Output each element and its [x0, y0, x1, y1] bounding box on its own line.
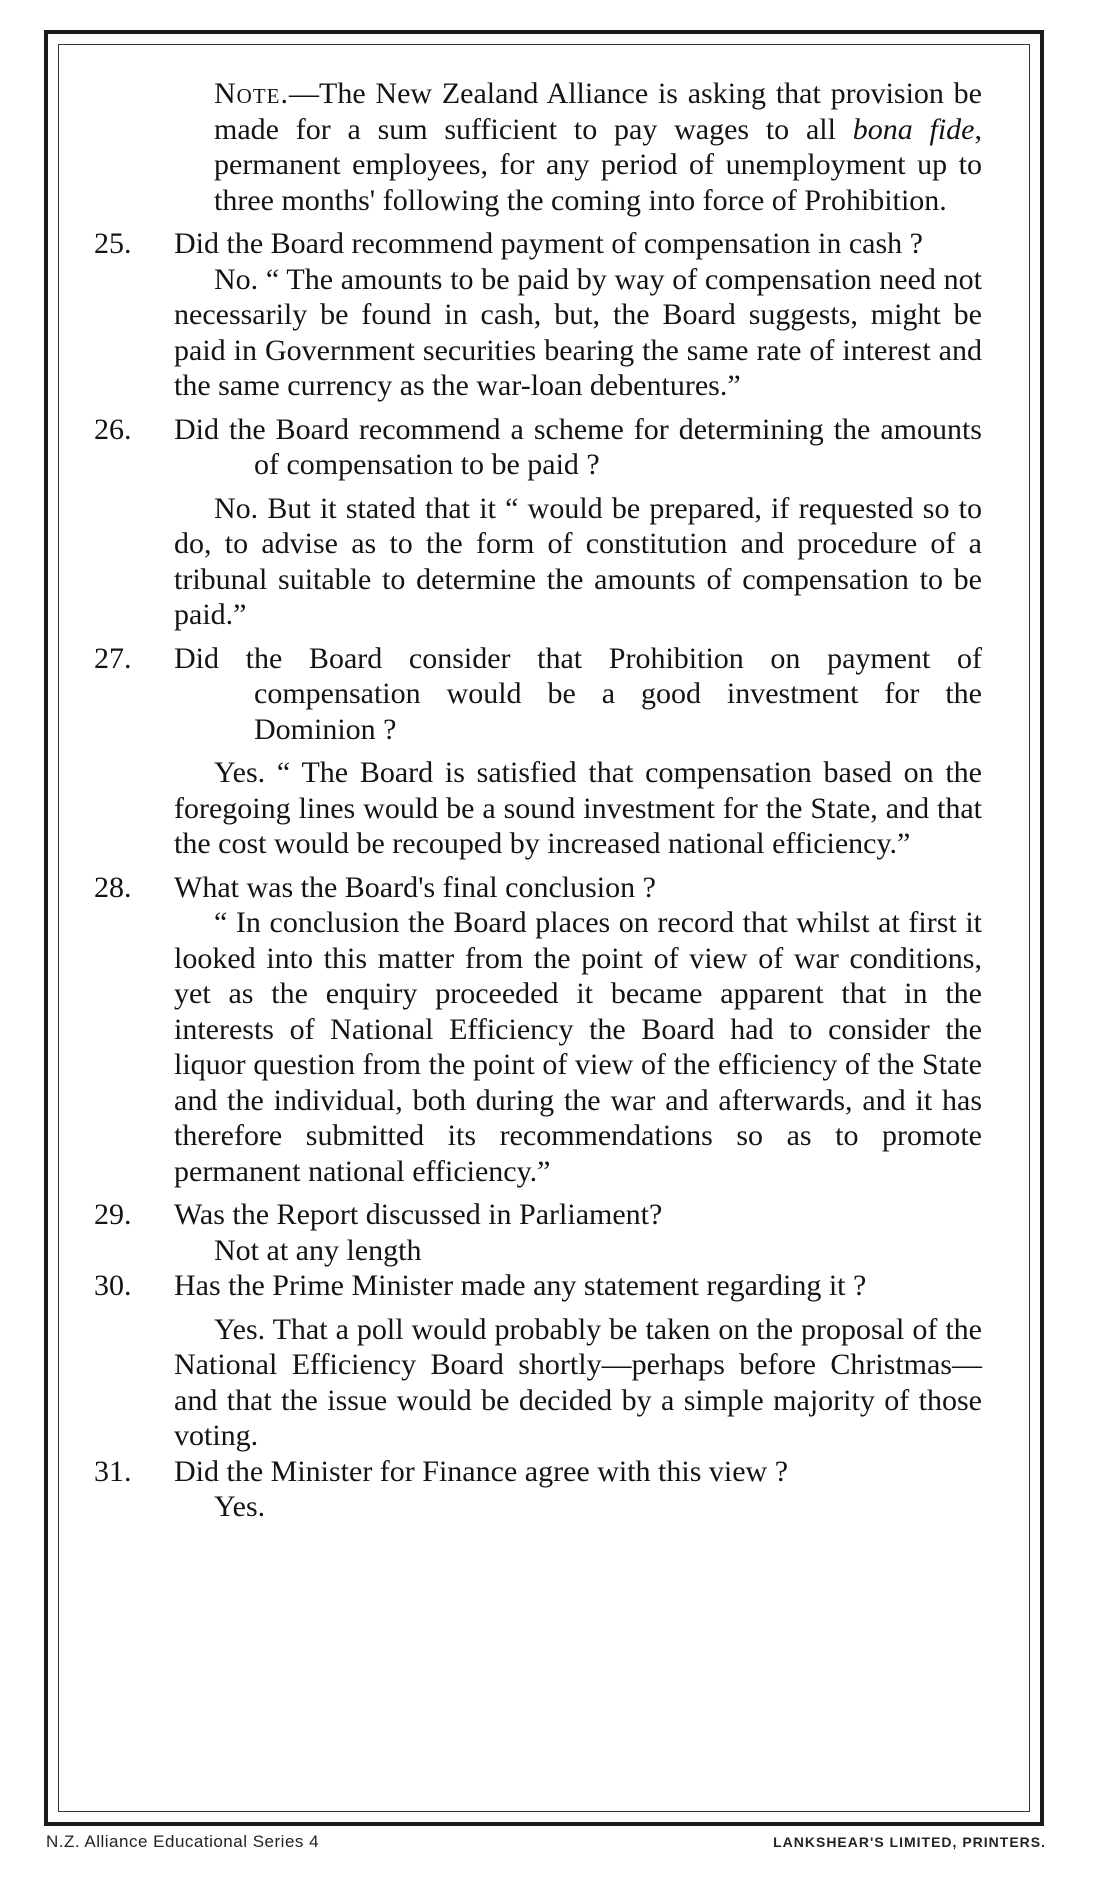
question-28: [70, 870, 982, 906]
answer-28: “ In conclusion the Board places on record that whilst at first it looked into this matter from the point of view of war conditions, yet as the enquiry proceeded it became apparent that in the interests of National Efficiency the Board had to consider the liquor question from the point of view of the efficiency of the State and the individual, both during the war and afterwards, and it has therefore submitted its recommendations so as to promote permanent national efficiency.”: [174, 906, 982, 1188]
question-number: 29.: [94, 1198, 132, 1231]
note-label: Note.: [214, 77, 289, 110]
document-body: [70, 76, 1020, 1796]
answer-30: Yes. That a poll would probably be taken on the proposal of the National Efficiency Board shortly—perhaps before Christmas—and that the issue would be decided by a simple majority of those voting.: [174, 1312, 982, 1452]
question-text: Was the Report discussed in Parliament?: [174, 1198, 663, 1231]
question-29: [70, 1197, 982, 1233]
answer-26: No. But it stated that it “ would be prepared, if requested so to do, to advise as to the form of constitution and procedure of a tribunal suitable to determine the amounts of compensation to be paid.”: [174, 491, 982, 631]
question-number: 27.: [94, 641, 132, 675]
answer-29: Not at any length: [214, 1233, 422, 1267]
question-number: 25.: [94, 227, 132, 260]
question-text: Did the Board recommend a scheme for determining the amounts of compensation to be paid ?: [174, 412, 982, 481]
note-italic-term: bona fide: [852, 112, 975, 146]
question-number: 30.: [94, 1269, 132, 1302]
question-text: What was the Board's final conclusion ?: [174, 870, 656, 904]
question-27: [70, 641, 982, 748]
question-25: [70, 226, 982, 262]
note-text-before: —The New Zealand Alliance is asking that provision be made for a sum sufficient to pay wages to all: [214, 77, 982, 146]
page-footer: [46, 1832, 1046, 1862]
printer-label: LANKSHEAR'S LIMITED, PRINTERS.: [773, 1834, 1046, 1850]
note-text-after: , permanent employees, for any period of unemployment up to three months' following the coming into force of Prohibition.: [214, 112, 982, 217]
answer-25: No. “ The amounts to be paid by way of compensation need not necessarily be found in cash, but, the Board suggests, might be paid in Government securities bearing the same rate of interest and the same currency as the war-loan debentures.”: [174, 262, 982, 402]
question-text: Did the Board recommend payment of compensation in cash ?: [174, 227, 923, 260]
answer-27: Yes. “ The Board is satisfied that compensation based on the foregoing lines would be a sound investment for the State, and that the cost would be recouped by increased national efficiency.”: [174, 756, 982, 860]
question-text: Has the Prime Minister made any statement regarding it ?: [174, 1269, 867, 1302]
question-30: [70, 1268, 982, 1304]
answer-31: Yes.: [214, 1490, 266, 1523]
question-31: [70, 1454, 982, 1490]
question-26: [70, 412, 982, 483]
question-text: Did the Board consider that Prohibition on payment of compensation would be a good investment for the Dominion ?: [174, 641, 982, 746]
question-number: 26.: [94, 412, 132, 446]
series-label: N.Z. Alliance Educational Series 4: [46, 1832, 320, 1851]
note-paragraph: [214, 76, 982, 218]
question-number: 28.: [94, 870, 132, 904]
question-number: 31.: [94, 1454, 132, 1488]
question-text: Did the Minister for Finance agree with this view ?: [174, 1454, 789, 1488]
